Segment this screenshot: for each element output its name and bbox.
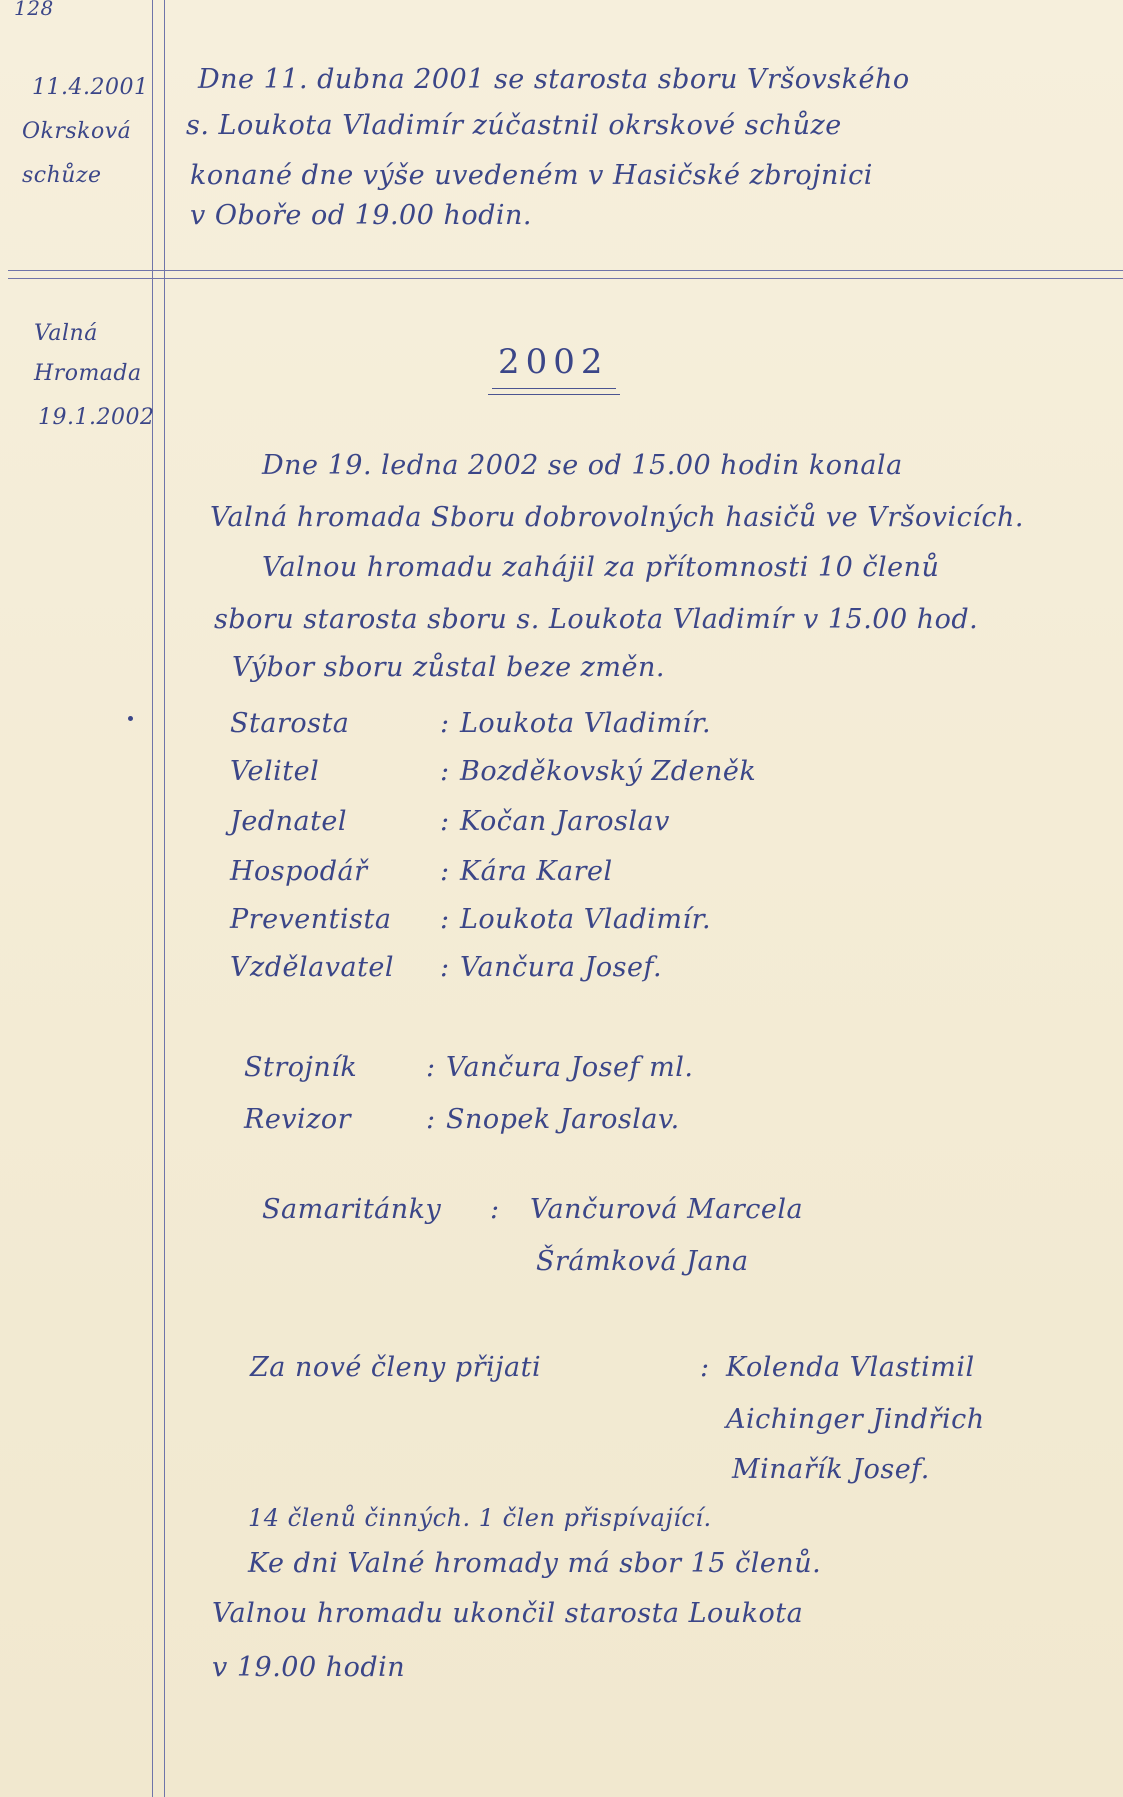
committee-role: Jednatel [230,806,348,837]
entry-2001-label-1: Okrsková [22,119,132,144]
technical-row: Revizor : Snopek Jaroslav. [244,1104,680,1135]
intro-line-1: Dne 19. ledna 2002 se od 15.00 hodin konala [262,450,903,481]
samaritans-role: Samaritánky [262,1194,442,1225]
committee-role: Velitel [230,756,320,787]
intro-line-5: Výbor sboru zůstal beze změn. [232,652,665,683]
samaritan-name: Vančurová Marcela [530,1194,804,1225]
entry-separator-1 [8,270,1123,271]
entry-2002-label-2: Hromada [34,361,142,386]
entry-2001-line-1: Dne 11. dubna 2001 se starosta sboru Vršovského [198,64,910,95]
technical-role: Revizor [244,1104,352,1135]
committee-role: Preventista [230,904,392,935]
year-heading: 2002 [498,342,609,382]
entry-2001-date: 11.4.2001 [32,75,149,100]
committee-role: Vzdělavatel [230,952,395,983]
entry-2002-label-1: Valná [34,321,98,346]
page-number: 128 [14,0,54,20]
entry-separator-2 [8,278,1123,279]
new-member-name: Aichinger Jindřich [726,1404,985,1435]
technical-role: Strojník [244,1052,358,1083]
year-heading-underline-1 [492,388,616,389]
technical-name: Snopek Jaroslav. [446,1104,680,1135]
committee-row: Vzdělavatel : Vančura Josef. [230,952,663,983]
new-member-name: Minařík Josef. [732,1454,930,1485]
new-members-label: Za nové členy přijati [250,1352,542,1383]
new-members-colon: : [700,1352,710,1383]
committee-row: Jednatel : Kočan Jaroslav [230,806,670,837]
samaritan-name: Šrámková Jana [536,1246,749,1277]
intro-line-4: sboru starosta sboru s. Loukota Vladimír v 15.00 hod. [214,604,979,635]
committee-role: Hospodář [230,856,368,887]
entry-2002-date: 19.1.2002 [38,405,155,430]
committee-role: Starosta [230,708,350,739]
committee-row: Hospodář : Kára Karel [230,856,613,887]
year-heading-underline-2 [488,394,620,395]
committee-name: Vančura Josef. [460,952,663,983]
committee-name: Kočan Jaroslav [460,806,670,837]
new-member-name: Kolenda Vlastimil [726,1352,975,1383]
entry-2001-line-4: v Oboře od 19.00 hodin. [190,200,533,231]
committee-row: Preventista : Loukota Vladimír. [230,904,712,935]
committee-row: Velitel : Bozděkovský Zdeněk [230,756,757,787]
technical-row: Strojník : Vančura Josef ml. [244,1052,694,1083]
entry-2001-label-2: schůze [22,163,102,188]
entry-2001-line-2: s. Loukota Vladimír zúčastnil okrskové schůze [186,110,842,141]
ink-dot [128,716,133,721]
summary-line-4: v 19.00 hodin [212,1652,406,1683]
committee-name: Kára Karel [460,856,613,887]
summary-line-3: Valnou hromadu ukončil starosta Loukota [212,1598,804,1629]
committee-name: Bozděkovský Zdeněk [460,756,757,787]
summary-line-1: 14 členů činných. 1 člen přispívající. [248,1504,712,1532]
samaritans-colon: : [490,1194,500,1225]
intro-line-3: Valnou hromadu zahájil za přítomnosti 10 členů [262,552,940,583]
summary-line-2: Ke dni Valné hromady má sbor 15 členů. [248,1548,822,1579]
entry-2001-line-3: konané dne výše uvedeném v Hasičské zbrojnici [190,160,873,191]
committee-row: Starosta : Loukota Vladimír. [230,708,712,739]
committee-name: Loukota Vladimír. [460,904,712,935]
committee-name: Loukota Vladimír. [460,708,712,739]
technical-name: Vančura Josef ml. [446,1052,694,1083]
intro-line-2: Valná hromada Sboru dobrovolných hasičů ve Vršovicích. [210,502,1024,533]
